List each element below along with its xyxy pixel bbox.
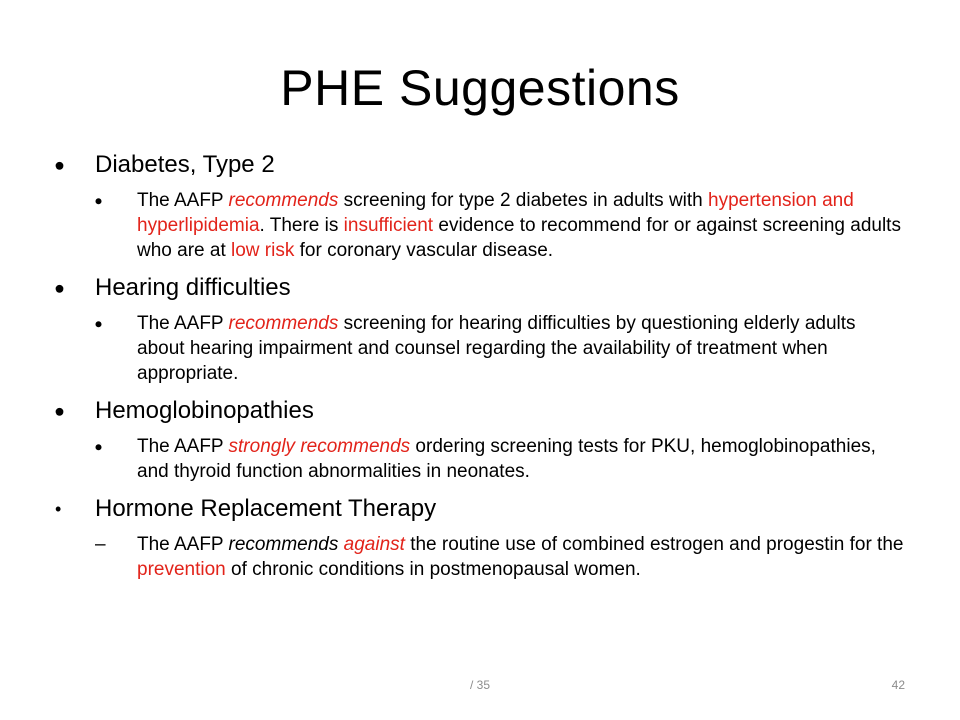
slide-title: PHE Suggestions <box>280 60 680 116</box>
dash-icon: – <box>95 534 106 555</box>
section-body <box>95 434 905 484</box>
sub-bullet-icon: ⦁ <box>95 438 102 454</box>
text-run: evidence to recommend for or against screening adults who are at <box>137 215 901 261</box>
section-heading <box>55 150 905 180</box>
heading-text: Hemoglobinopathies <box>95 397 314 424</box>
bullet-icon: ⦁ <box>55 155 64 175</box>
body-text <box>137 311 905 386</box>
text-run: The AAFP <box>137 534 229 555</box>
text-run: screening for hearing difficulties by questioning elderly adults about hearing impairment and counsel regarding the availability of treatment when appropriate. <box>137 313 856 384</box>
heading-text: Hearing difficulties <box>95 274 291 301</box>
text-run: hypertension and hyperlipidemia <box>137 190 854 236</box>
bullet-icon: • <box>55 499 62 519</box>
content <box>55 150 905 592</box>
section-heading <box>55 494 905 524</box>
heading-text: Hormone Replacement Therapy <box>95 495 437 522</box>
text-run: prevention <box>137 559 226 580</box>
text-run: . There is <box>259 215 344 236</box>
section-body <box>95 311 905 386</box>
section-heading <box>55 396 905 426</box>
body-text <box>137 188 905 263</box>
text-run: The AAFP <box>137 313 229 334</box>
page-number: 42 <box>891 678 905 692</box>
text-run: ordering screening tests for PKU, hemoglobinopathies, and thyroid function abnormalities in neonates. <box>137 436 876 482</box>
bullet-icon: ⦁ <box>55 401 64 421</box>
text-run: of chronic conditions in postmenopausal women. <box>225 559 641 580</box>
text-run: The AAFP <box>137 436 229 457</box>
section-body <box>95 188 905 263</box>
body-text <box>137 434 905 484</box>
text-run: against <box>343 534 405 555</box>
text-run: the routine use of combined estrogen and progestin for the <box>404 534 904 555</box>
section-body <box>95 532 905 582</box>
sub-bullet-icon: ⦁ <box>95 192 102 208</box>
text-run: insufficient <box>343 215 434 236</box>
text-run: low risk <box>231 240 295 261</box>
text-run: recommends <box>228 190 339 211</box>
text-run: The AAFP <box>137 190 229 211</box>
text-run: strongly recommends <box>228 436 411 457</box>
body-text <box>137 532 905 582</box>
text-run: recommends <box>228 534 339 555</box>
text-run: for coronary vascular disease. <box>294 240 554 261</box>
sub-bullet-icon: ⦁ <box>95 315 102 331</box>
text-run: screening for type 2 diabetes in adults with <box>338 190 709 211</box>
bullet-icon: ⦁ <box>55 278 64 298</box>
heading-text: Diabetes, Type 2 <box>95 151 275 178</box>
section-heading <box>55 273 905 303</box>
text-run: recommends <box>228 313 339 334</box>
page-total: / 35 <box>469 678 490 692</box>
